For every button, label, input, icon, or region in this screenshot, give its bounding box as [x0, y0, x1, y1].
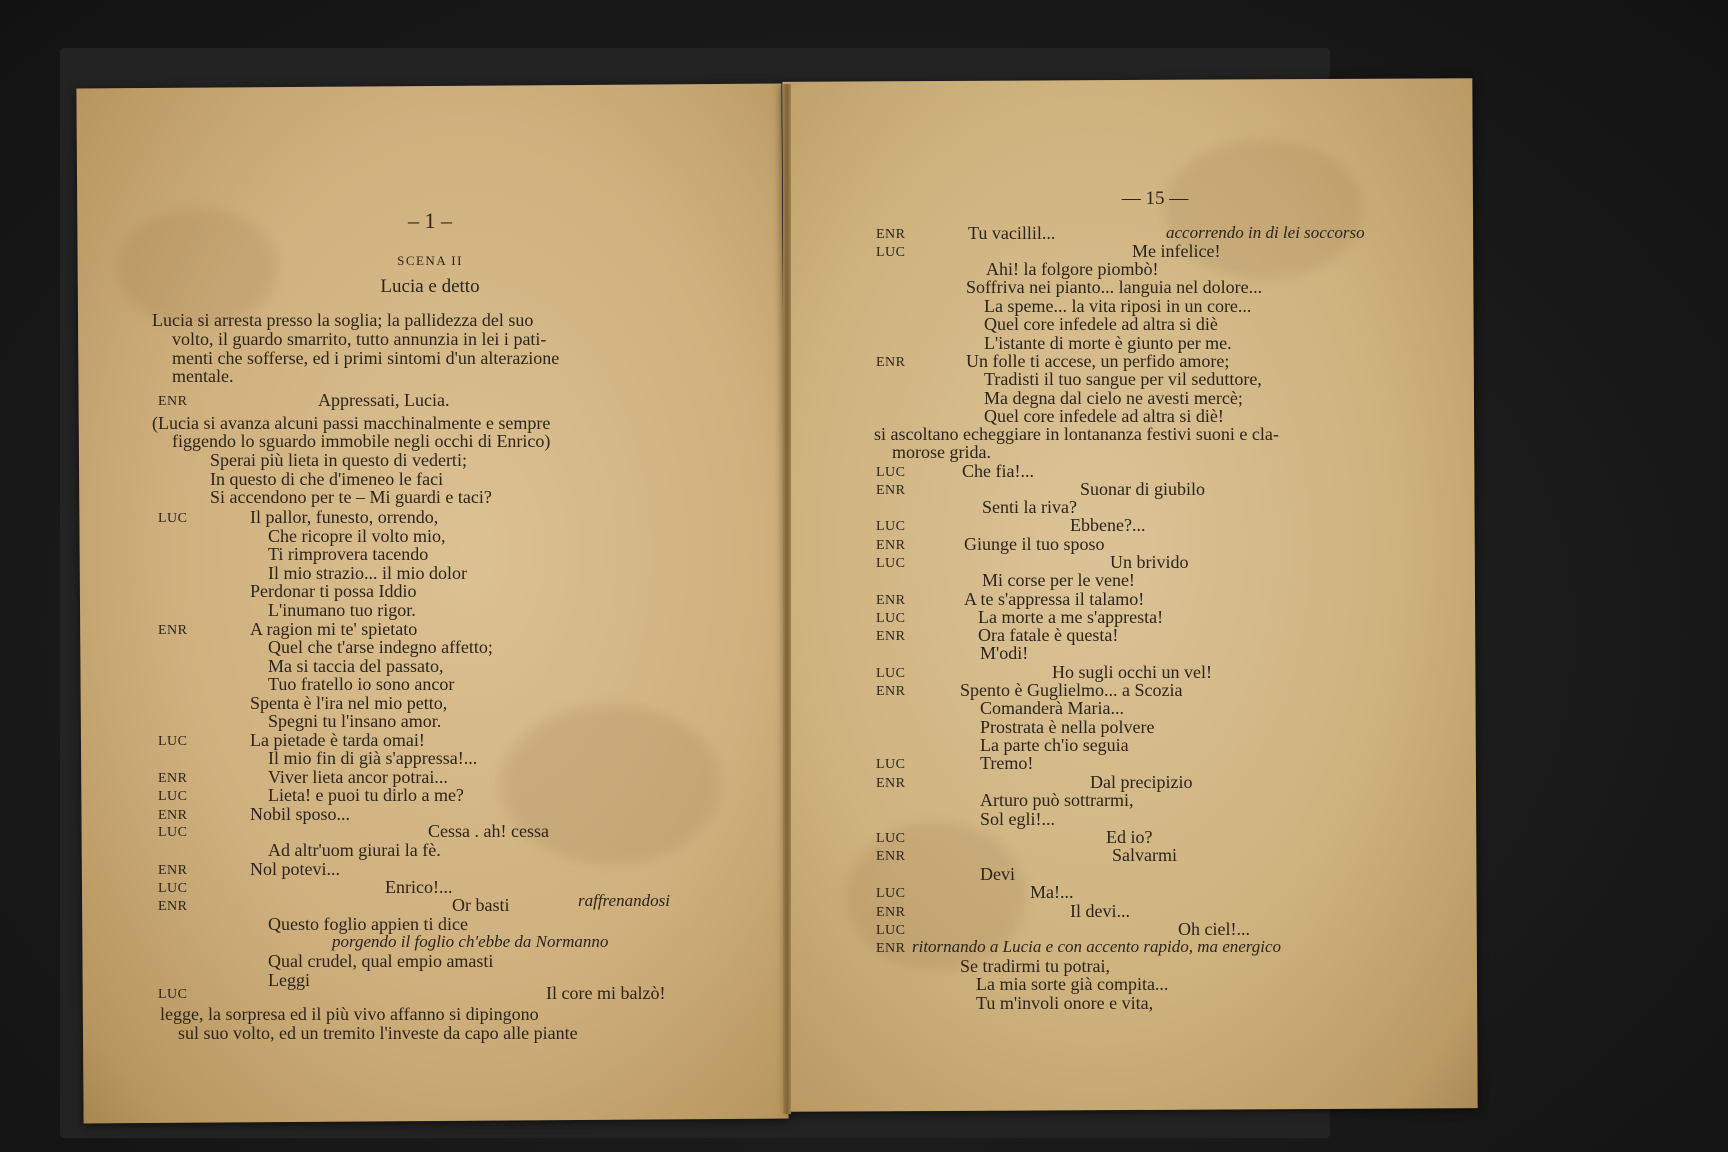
- text-line: In questo di che d'imeneo le faci: [210, 469, 444, 489]
- text-line: Qual crudel, qual empio amasti: [268, 951, 494, 971]
- speaker-label: ENR: [876, 684, 906, 699]
- text-line: Che ricopre il volto mio,: [268, 526, 446, 546]
- text-line: Comanderà Maria...: [980, 698, 1124, 718]
- text-line: Ebbene?...: [1070, 515, 1146, 535]
- speaker-label: ENR: [158, 863, 188, 878]
- speaker-label: ENR: [158, 771, 188, 786]
- text-line: mentale.: [172, 366, 234, 386]
- text-line: Giunge il tuo sposo: [964, 534, 1105, 554]
- text-line: menti che sofferse, ed i primi sintomi d'un alterazione: [172, 348, 560, 368]
- text-line: volto, il guardo smarrito, tutto annunzia in lei i pati-: [172, 329, 547, 349]
- text-line: morose grida.: [892, 442, 991, 462]
- speaker-label: ENR: [876, 905, 906, 920]
- text-line: Spento è Guglielmo... a Scozia: [960, 680, 1183, 700]
- text-line: Ad altr'uom giurai la fè.: [268, 840, 441, 860]
- speaker-label: LUC: [876, 923, 906, 938]
- speaker-label: LUC: [876, 757, 906, 772]
- text-line: Nobil sposo...: [250, 804, 351, 824]
- speaker-label: LUC: [158, 511, 188, 526]
- speaker-label: LUC: [876, 465, 906, 480]
- scene-characters: Lucia e detto: [380, 276, 480, 297]
- text-line: Il core mi balzò!: [546, 983, 666, 1003]
- text-line: Il mio strazio... il mio dolor: [268, 563, 467, 583]
- speaker-label: ENR: [876, 776, 906, 791]
- text-line: L'istante di morte è giunto per me.: [984, 333, 1232, 353]
- text-line: Suonar di giubilo: [1080, 479, 1205, 499]
- text-line: Enrico!...: [385, 877, 453, 897]
- text-line: Tu vacillil...: [968, 223, 1056, 243]
- text-line: Quel core infedele ad altra si diè!: [984, 406, 1224, 426]
- text-line: La parte ch'io seguia: [980, 735, 1129, 755]
- text-line: Me infelice!: [1132, 241, 1221, 261]
- text-line: Un brivido: [1110, 552, 1189, 572]
- text-line: Lieta! e puoi tu dirlo a me?: [268, 785, 464, 805]
- text-line: Ora fatale è questa!: [978, 625, 1119, 645]
- speaker-label: ENR: [158, 899, 188, 914]
- text-line: A te s'appressa il talamo!: [964, 589, 1145, 609]
- text-line: Ma degna dal cielo ne avesti mercè;: [984, 388, 1243, 408]
- stage-direction: accorrendo in di lei soccorso: [1166, 223, 1365, 242]
- text-line: Questo foglio appien ti dice: [268, 914, 468, 934]
- stage-direction: porgendo il foglio ch'ebbe da Normanno: [332, 932, 609, 951]
- text-line: Nol potevi...: [250, 859, 340, 879]
- book-gutter: [783, 84, 791, 1114]
- speaker-label: LUC: [158, 825, 188, 840]
- speaker-label: LUC: [876, 666, 906, 681]
- text-line: Appressati, Lucia.: [318, 390, 450, 410]
- speaker-label: ENR: [158, 394, 188, 409]
- text-line: Tremo!: [980, 753, 1034, 773]
- text-line: Se tradirmi tu potrai,: [960, 956, 1110, 976]
- text-line: Mi corse per le vene!: [982, 570, 1135, 590]
- text-line: Dal precipizio: [1090, 772, 1193, 792]
- speaker-label: LUC: [158, 734, 188, 749]
- speaker-label: LUC: [876, 556, 906, 571]
- text-line: Oh ciel!...: [1178, 919, 1250, 939]
- speaker-label: LUC: [876, 245, 906, 260]
- speaker-label: ENR: [876, 227, 906, 242]
- text-line: Quel core infedele ad altra si diè: [984, 314, 1218, 334]
- text-line: M'odi!: [980, 643, 1029, 663]
- text-line: sul suo volto, ed un tremito l'investe da capo alle piante: [178, 1023, 578, 1043]
- speaker-label: LUC: [876, 611, 906, 626]
- speaker-label: LUC: [876, 831, 906, 846]
- text-line: figgendo lo sguardo immobile negli occhi di Enrico): [172, 431, 551, 451]
- text-line: Il pallor, funesto, orrendo,: [250, 507, 439, 527]
- text-line: Spegni tu l'insano amor.: [268, 711, 442, 731]
- text-line: Che fia!...: [962, 461, 1034, 481]
- text-line: Soffriva nei pianto... languia nel dolore...: [966, 277, 1263, 297]
- text-line: Il devi...: [1070, 901, 1130, 921]
- text-line: Prostrata è nella polvere: [980, 717, 1155, 737]
- text-line: Viver lieta ancor potrai...: [268, 767, 448, 787]
- text-line: La pietade è tarda omai!: [250, 730, 425, 750]
- text-line: Perdonar ti possa Iddio: [250, 581, 417, 601]
- speaker-label: ENR: [876, 941, 906, 956]
- text-line: La morte a me s'appresta!: [978, 607, 1164, 627]
- speaker-label: LUC: [158, 789, 188, 804]
- speaker-label: LUC: [158, 987, 188, 1002]
- text-line: La mia sorte già compita...: [976, 974, 1169, 994]
- text-line: Devi: [980, 864, 1015, 884]
- text-line: Salvarmi: [1112, 845, 1177, 865]
- right-page-number: — 15 —: [1121, 188, 1189, 209]
- text-line: Quel che t'arse indegno affetto;: [268, 637, 493, 657]
- speaker-label: ENR: [876, 849, 906, 864]
- text-line: Cessa . ah! cessa: [428, 821, 549, 841]
- text-line: Senti la riva?: [982, 497, 1077, 517]
- speaker-label: ENR: [876, 355, 906, 370]
- text-line: Il mio fin di già s'appressa!...: [268, 748, 478, 768]
- text-line: Ed io?: [1106, 827, 1153, 847]
- text-line: Tradisti il tuo sangue per vil seduttore,: [984, 369, 1262, 389]
- scene-heading: SCENA II: [397, 253, 463, 268]
- text-line: A ragion mi te' spietato: [250, 619, 418, 639]
- text-line: Leggi: [268, 970, 310, 990]
- speaker-label: ENR: [876, 593, 906, 608]
- text-line: Lucia si arresta presso la soglia; la pallidezza del suo: [152, 310, 534, 330]
- text-line: Si accendono per te – Mi guardi e taci?: [210, 487, 492, 507]
- text-line: Ahi! la folgore piombò!: [986, 259, 1159, 279]
- left-page-number: – 1 –: [408, 208, 452, 233]
- text-line: Sol egli!...: [980, 809, 1055, 829]
- text-line: Ho sugli occhi un vel!: [1052, 662, 1212, 682]
- text-line: Ma!...: [1030, 882, 1074, 902]
- text-line: Or basti: [452, 895, 510, 915]
- text-line: Arturo può sottrarmi,: [980, 790, 1134, 810]
- paper-stain: [501, 704, 722, 866]
- text-line: si ascoltano echeggiare in lontananza festivi suoni e cla-: [874, 424, 1279, 444]
- text-line: Ti rimprovera tacendo: [268, 544, 429, 564]
- text-line: (Lucia si avanza alcuni passi macchinalmente e sempre: [152, 413, 551, 433]
- text-line: legge, la sorpresa ed il più vivo affanno si dipingono: [160, 1004, 539, 1024]
- speaker-label: LUC: [158, 881, 188, 896]
- speaker-label: LUC: [876, 886, 906, 901]
- text-line: Sperai più lieta in questo di vederti;: [210, 450, 467, 470]
- stage-direction: raffrenandosi: [578, 891, 670, 910]
- text-line: L'inumano tuo rigor.: [268, 600, 416, 620]
- speaker-label: ENR: [876, 538, 906, 553]
- speaker-label: ENR: [158, 623, 188, 638]
- text-line: Spenta è l'ira nel mio petto,: [250, 693, 448, 713]
- text-line: Ma si taccia del passato,: [268, 656, 444, 676]
- speaker-label: ENR: [876, 629, 906, 644]
- speaker-label: ENR: [876, 483, 906, 498]
- stage-direction: ritornando a Lucia e con accento rapido, ma energico: [912, 937, 1282, 956]
- speaker-label: ENR: [158, 808, 188, 823]
- speaker-label: LUC: [876, 519, 906, 534]
- text-line: Tu m'involi onore e vita,: [976, 993, 1154, 1013]
- text-line: La speme... la vita riposi in un core...: [984, 296, 1252, 316]
- text-line: Tuo fratello io sono ancor: [268, 674, 455, 694]
- text-line: Un folle ti accese, un perfido amore;: [966, 351, 1230, 371]
